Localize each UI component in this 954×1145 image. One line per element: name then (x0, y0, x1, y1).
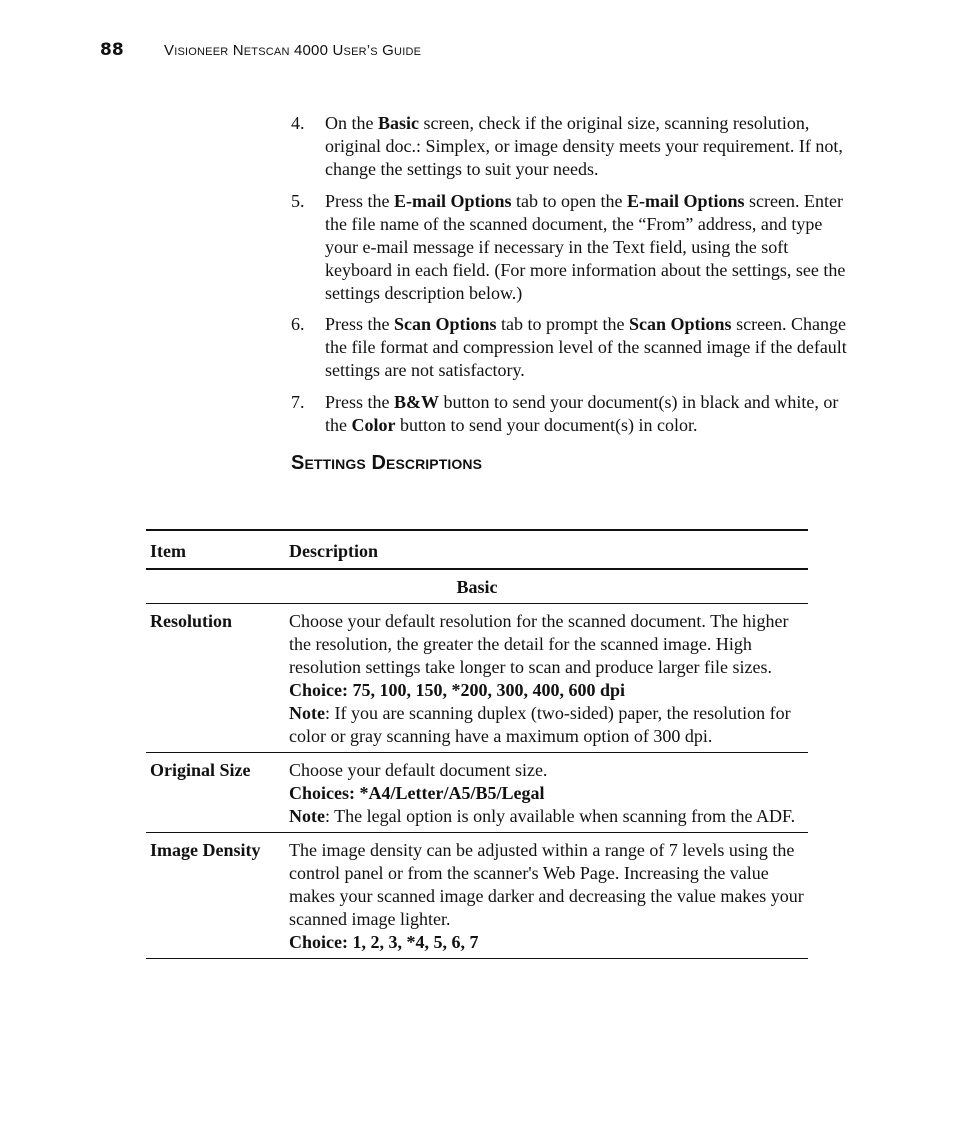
description-text: Choose your default document size. (289, 760, 548, 780)
section-heading: Settings Descriptions (291, 452, 483, 474)
note-line (289, 702, 808, 748)
description-text: Choose your default resolution for the scanned document. The higher the resolution, the greater the detail for the scanned image. High resolution settings take longer to scan and produce larger file sizes. (289, 611, 789, 677)
step-number: 7. (291, 391, 305, 412)
table-row (146, 833, 808, 959)
table-section-label: Basic (146, 569, 808, 604)
step-text-part: button to send your document(s) in color. (395, 414, 698, 435)
note-label: Note (289, 703, 325, 723)
table-header-row (146, 530, 808, 569)
description-cell (289, 833, 808, 959)
step-item (291, 391, 856, 437)
table-row (146, 753, 808, 833)
step-number: 4. (291, 113, 305, 133)
step-text-part: On the (325, 113, 378, 133)
choice-text: Choices: *A4/Letter/A5/B5/Legal (289, 783, 545, 803)
table-section-row (146, 569, 808, 604)
step-text-part: tab to open the (511, 190, 628, 211)
step-text (325, 313, 856, 382)
note-text: : If you are scanning duplex (two-sided) paper, the resolution for color or gray scanning have a maximum option of 300 dpi. (289, 703, 791, 746)
item-cell: Image Density (146, 833, 289, 959)
column-header-item: Item (146, 530, 289, 569)
step-text-part: screen, check if the original size, scanning resolution, original doc.: Simplex, or image density meets your requirement. If not, change the settings to suit your needs. (325, 113, 843, 179)
note-label: Note (289, 806, 325, 826)
choice-text: Choice: 1, 2, 3, *4, 5, 6, 7 (289, 932, 479, 952)
step-term: Scan Options (394, 314, 497, 334)
step-term: Scan Options (629, 314, 732, 334)
step-text-part: Press the (325, 190, 394, 211)
table-row (146, 604, 808, 753)
step-number: 5. (291, 190, 305, 211)
description-text: The image density can be adjusted within a range of 7 levels using the control panel or from the scanner's Web Page. Increasing the value makes your scanned image darker and decreasing the value makes your scanned image lighter. (289, 840, 804, 929)
step-text-part: screen. Change the file format and compression level of the scanned image if the default settings are not satisfactory. (325, 314, 847, 380)
step-text-part: button to send your document(s) in black and white, or the (325, 391, 839, 435)
description-cell (289, 604, 808, 753)
step-term: E-mail Options (627, 190, 745, 211)
column-header-description: Description (289, 530, 808, 569)
item-cell: Original Size (146, 753, 289, 833)
step-term: E-mail Options (394, 190, 512, 211)
step-term: B&W (394, 391, 439, 412)
step-text-part: screen. Enter the file name of the scanned document, the “From” address, and type your e-mail message if necessary in the Text field, using the soft keyboard in each field. (For more information about the settings, see the settings description below.) (325, 190, 846, 303)
item-cell: Resolution (146, 604, 289, 753)
instruction-steps (291, 112, 856, 445)
step-number: 6. (291, 314, 305, 334)
settings-table (146, 529, 808, 959)
description-cell (289, 753, 808, 833)
step-text-part: tab to prompt the (496, 314, 630, 334)
note-text: : The legal option is only available when scanning from the ADF. (324, 806, 796, 826)
page-number: 88 (100, 40, 124, 60)
step-text-part: Press the (325, 391, 394, 412)
step-term: Color (351, 414, 396, 435)
running-title: Visioneer Netscan 4000 User’s Guide (164, 42, 422, 59)
step-text (325, 391, 856, 437)
step-item (291, 190, 856, 305)
step-item (291, 112, 856, 181)
step-text (325, 112, 856, 181)
note-line (289, 805, 808, 828)
step-item (291, 313, 856, 382)
page-header (100, 40, 421, 64)
step-term: Basic (378, 113, 420, 133)
step-text (325, 190, 856, 305)
choice-text: Choice: 75, 100, 150, *200, 300, 400, 600 dpi (289, 680, 626, 700)
step-text-part: Press the (325, 314, 394, 334)
